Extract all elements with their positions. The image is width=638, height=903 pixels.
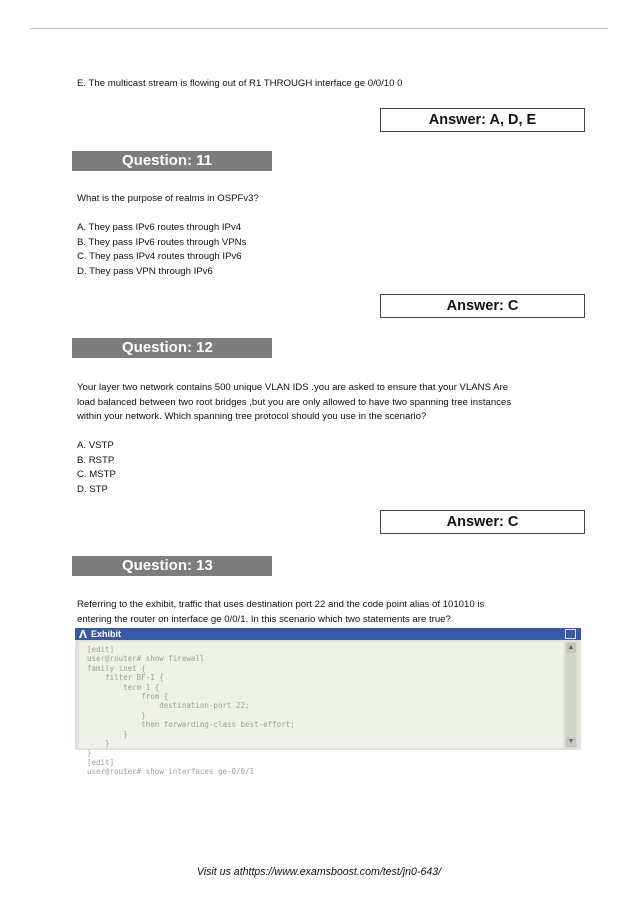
exhibit-code-line: filter BF-1 { bbox=[87, 673, 164, 683]
exhibit-code bbox=[87, 645, 295, 777]
exhibit-code-line: from { bbox=[87, 692, 169, 702]
exhibit-code-line: user@router# show interfaces ge-0/0/1 bbox=[87, 767, 255, 777]
question-11-option-a: A. They pass IPv6 routes through IPv4 bbox=[77, 222, 242, 233]
exhibit-code-line: then forwarding-class best-effort; bbox=[87, 720, 295, 730]
exhibit-code-line: term 1 { bbox=[87, 682, 160, 692]
question-11-heading bbox=[72, 151, 272, 171]
exhibit-code-line: } bbox=[87, 729, 128, 739]
exhibit-code-line: } bbox=[87, 748, 92, 758]
question-12-text-line-3: within your network. Which spanning tree protocol should you use in the scenario? bbox=[77, 411, 427, 422]
footer-link-text: Visit us athttps://www.examsboost.com/test/jn0-643/ bbox=[196, 866, 442, 878]
question-13-title: Question: 13 bbox=[122, 557, 213, 574]
question-10-answer: Answer: A, D, E bbox=[380, 108, 585, 132]
exhibit-code-line: } bbox=[87, 739, 110, 749]
question-12-text-line-1: Your layer two network contains 500 unique VLAN IDS .you are asked to ensure that your VLANS Are bbox=[77, 382, 509, 393]
question-12-option-b: B. RSTP bbox=[77, 454, 115, 466]
question-12-option-a: A. VSTP bbox=[77, 440, 114, 451]
exhibit-code-line: family inet { bbox=[87, 663, 146, 673]
juniper-logo-icon bbox=[79, 630, 88, 638]
question-13-text-line-1: Referring to the exhibit, traffic that uses destination port 22 and the code point alias of 101010 is bbox=[77, 599, 485, 610]
exhibit-code-line: destination-port 22; bbox=[87, 701, 250, 711]
exhibit-code-line: user@router# show firewall bbox=[87, 654, 205, 664]
exhibit-code-line: } bbox=[87, 710, 146, 720]
question-12-heading bbox=[72, 338, 272, 358]
question-11-title: Question: 11 bbox=[122, 152, 213, 169]
question-13-heading bbox=[72, 556, 272, 576]
question-12-option-c: C. MSTP bbox=[77, 469, 116, 480]
question-12-option-d: D. STP bbox=[77, 483, 108, 495]
scroll-down-icon[interactable]: ▼ bbox=[567, 738, 575, 745]
question-11-option-d: D. They pass VPN through IPv6 bbox=[77, 265, 213, 277]
scroll-up-icon[interactable]: ▲ bbox=[567, 644, 575, 651]
close-icon[interactable] bbox=[565, 629, 576, 639]
question-11-option-c: C. They pass IPv4 routes through IPv6 bbox=[77, 251, 242, 262]
exhibit-window bbox=[75, 628, 581, 777]
question-11-text: What is the purpose of realms in OSPFv3? bbox=[77, 193, 259, 204]
question-12-title: Question: 12 bbox=[122, 339, 213, 356]
question-12-answer: Answer: C bbox=[380, 510, 585, 534]
exhibit-scrollbar[interactable] bbox=[565, 642, 577, 748]
question-12-text-line-2: load balanced between two root bridges ,but you are only allowed to have two spanning tree instances bbox=[77, 396, 512, 408]
exhibit-code-line: [edit] bbox=[87, 757, 115, 767]
question-13-text-line-2: entering the router on interface ge 0/0/1. In this scenario which two statements are true? bbox=[77, 613, 451, 625]
exhibit-title: Exhibit bbox=[91, 629, 122, 639]
exhibit-title-bar bbox=[75, 628, 581, 640]
question-11-option-b: B. They pass IPv6 routes through VPNs bbox=[77, 236, 247, 248]
header-rule bbox=[30, 28, 608, 29]
question-11-answer: Answer: C bbox=[380, 294, 585, 318]
question-10-option-e: E. The multicast stream is flowing out of R1 THROUGH interface ge 0/0/10 0 bbox=[77, 78, 403, 89]
exhibit-code-line: [edit] bbox=[87, 645, 115, 654]
